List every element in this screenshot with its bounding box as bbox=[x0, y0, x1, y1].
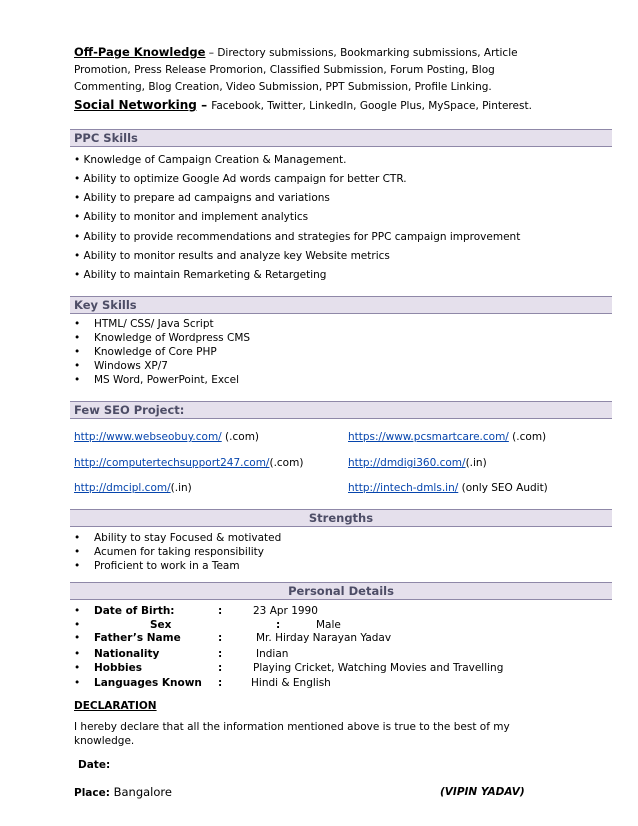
personal-label: Father’s Name bbox=[94, 632, 181, 644]
seo-row-right bbox=[348, 431, 546, 443]
seo-suffix: (only SEO Audit) bbox=[458, 482, 548, 494]
personal-label: Hobbies bbox=[94, 662, 143, 674]
strengths-heading bbox=[70, 509, 612, 527]
place-line bbox=[74, 785, 172, 799]
ppc-item: • Ability to optimize Google Ad words campaign for better CTR. bbox=[74, 173, 407, 185]
personal-label: Sex bbox=[150, 619, 172, 631]
key-skill-item: Knowledge of Core PHP bbox=[94, 346, 217, 358]
personal-colon: : bbox=[276, 619, 281, 631]
bullet-icon: • bbox=[74, 318, 81, 330]
bullet-icon: • bbox=[74, 648, 81, 660]
ppc-item: • Ability to provide recommendations and strategies for PPC campaign improvement bbox=[74, 231, 521, 243]
declaration-heading: DECLARATION bbox=[74, 700, 157, 712]
signature-name: (VIPIN YADAV) bbox=[440, 786, 525, 798]
key-skill-item: Knowledge of Wordpress CMS bbox=[94, 332, 251, 344]
personal-colon: : bbox=[218, 648, 223, 660]
seo-suffix: (.com) bbox=[221, 431, 260, 443]
offpage-title: Off-Page Knowledge bbox=[74, 45, 206, 59]
bullet-icon: • bbox=[74, 560, 81, 572]
personal-colon: : bbox=[218, 605, 223, 617]
social-paragraph bbox=[74, 97, 532, 115]
strengths-heading-text: Strengths bbox=[308, 511, 374, 525]
offpage-text-3: Commenting, Blog Creation, Video Submission, PPT Submission, Profile Linking. bbox=[74, 81, 492, 93]
declaration-text-1: I hereby declare that all the information mentioned above is true to the best of my bbox=[74, 721, 510, 733]
key-skill-item: MS Word, PowerPoint, Excel bbox=[94, 374, 240, 386]
place-value: Bangalore bbox=[109, 785, 172, 799]
key-skill-item: HTML/ CSS/ Java Script bbox=[94, 318, 214, 330]
personal-value: Playing Cricket, Watching Movies and Travelling bbox=[253, 662, 504, 674]
seo-link[interactable]: http://dmdigi360.com/ bbox=[348, 457, 466, 469]
personal-value: Male bbox=[316, 619, 341, 631]
ppc-item: • Ability to monitor results and analyze key Website metrics bbox=[74, 250, 390, 262]
seo-suffix: (.in) bbox=[465, 457, 487, 469]
date-label: Date: bbox=[78, 759, 111, 771]
ppc-item: • Ability to maintain Remarketing & Retargeting bbox=[74, 269, 327, 281]
personal-value: Indian bbox=[256, 648, 289, 660]
offpage-paragraph bbox=[74, 44, 614, 96]
key-skills-heading bbox=[70, 296, 612, 314]
ppc-item: • Ability to monitor and implement analytics bbox=[74, 211, 309, 223]
social-text: Facebook, Twitter, LinkedIn, Google Plus, MySpace, Pinterest. bbox=[211, 100, 532, 112]
seo-row-left bbox=[74, 431, 259, 443]
seo-row-left bbox=[74, 482, 192, 494]
bullet-icon: • bbox=[74, 346, 81, 358]
seo-heading-text: Few SEO Project: bbox=[74, 403, 185, 417]
seo-suffix: (.com) bbox=[508, 431, 547, 443]
declaration-text-2: knowledge. bbox=[74, 735, 135, 747]
personal-label: Date of Birth: bbox=[94, 605, 175, 617]
personal-colon: : bbox=[218, 662, 223, 674]
personal-colon: : bbox=[218, 632, 223, 644]
ppc-section-heading bbox=[70, 129, 612, 147]
strength-item: Acumen for taking responsibility bbox=[94, 546, 264, 558]
seo-link[interactable]: http://www.webseobuy.com/ bbox=[74, 431, 222, 443]
bullet-icon: • bbox=[74, 662, 81, 674]
social-dash: – bbox=[196, 98, 212, 112]
strength-item: Proficient to work in a Team bbox=[94, 560, 240, 572]
personal-value: Mr. Hirday Narayan Yadav bbox=[256, 632, 392, 644]
ppc-heading-text: PPC Skills bbox=[74, 131, 138, 145]
bullet-icon: • bbox=[74, 332, 81, 344]
seo-link[interactable]: http://dmcipl.com/ bbox=[74, 482, 171, 494]
ppc-item: • Ability to prepare ad campaigns and variations bbox=[74, 192, 330, 204]
personal-label: Nationality bbox=[94, 648, 160, 660]
personal-heading-text: Personal Details bbox=[288, 584, 394, 598]
personal-heading bbox=[70, 582, 612, 600]
ppc-item: • Knowledge of Campaign Creation & Management. bbox=[74, 154, 347, 166]
bullet-icon: • bbox=[74, 619, 81, 631]
personal-label: Languages Known bbox=[94, 677, 202, 689]
seo-row-left bbox=[74, 457, 303, 469]
seo-suffix: (.in) bbox=[170, 482, 192, 494]
bullet-icon: • bbox=[74, 360, 81, 372]
key-skill-item: Windows XP/7 bbox=[94, 360, 168, 372]
bullet-icon: • bbox=[74, 374, 81, 386]
seo-link[interactable]: https://www.pcsmartcare.com/ bbox=[348, 431, 509, 443]
strength-item: Ability to stay Focused & motivated bbox=[94, 532, 282, 544]
bullet-icon: • bbox=[74, 677, 81, 689]
bullet-icon: • bbox=[74, 546, 81, 558]
bullet-icon: • bbox=[74, 632, 81, 644]
seo-suffix: (.com) bbox=[269, 457, 304, 469]
place-label: Place: bbox=[74, 787, 110, 799]
seo-link[interactable]: http://computertechsupport247.com/ bbox=[74, 457, 270, 469]
seo-link[interactable]: http://intech-dmls.in/ bbox=[348, 482, 459, 494]
social-title: Social Networking bbox=[74, 98, 197, 112]
seo-row-right bbox=[348, 457, 487, 469]
seo-heading bbox=[70, 401, 612, 419]
offpage-text-2: Promotion, Press Release Promorion, Classified Submission, Forum Posting, Blog bbox=[74, 64, 495, 76]
seo-row-right bbox=[348, 482, 548, 494]
offpage-text-1: – Directory submissions, Bookmarking submissions, Article bbox=[205, 47, 518, 59]
personal-value: Hindi & English bbox=[251, 677, 331, 689]
personal-colon: : bbox=[218, 677, 223, 689]
personal-value: 23 Apr 1990 bbox=[253, 605, 318, 617]
bullet-icon: • bbox=[74, 532, 81, 544]
bullet-icon: • bbox=[74, 605, 81, 617]
key-skills-heading-text: Key Skills bbox=[74, 298, 137, 312]
